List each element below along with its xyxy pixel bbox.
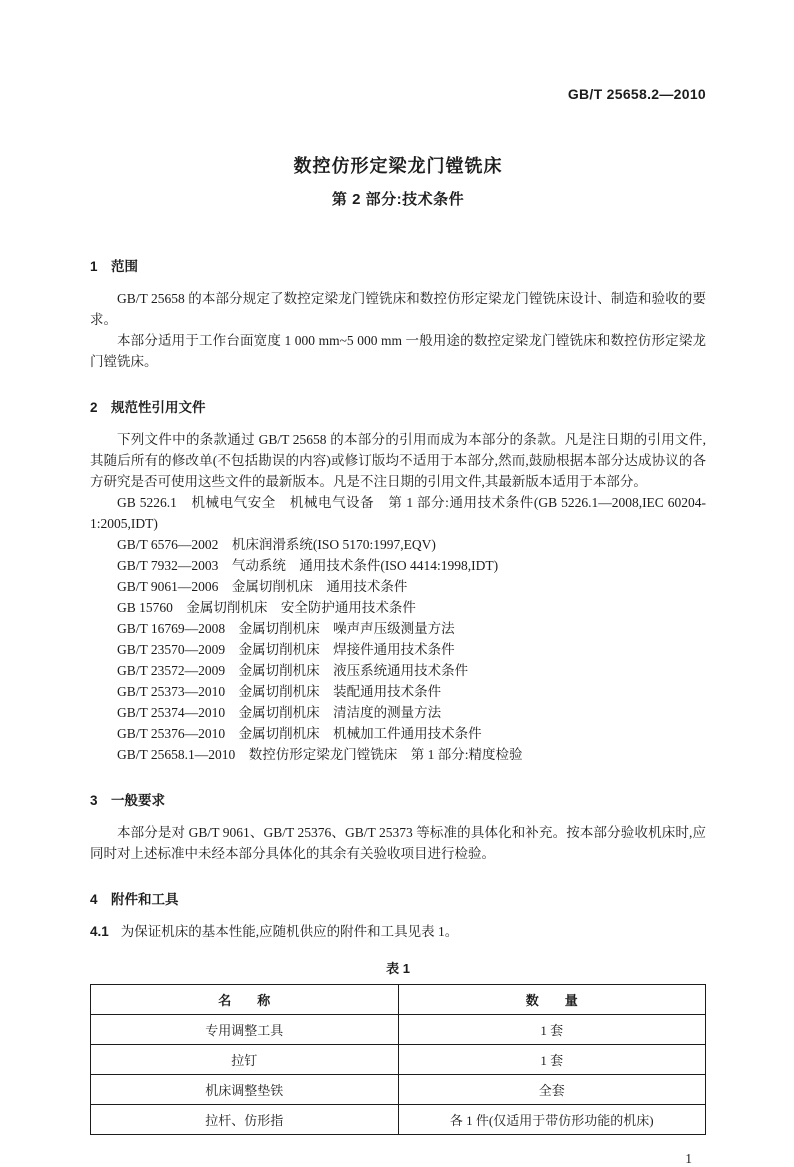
reference-item: GB/T 6576—2002 机床润滑系统(ISO 5170:1997,EQV) bbox=[117, 537, 436, 552]
cell-name: 专用调整工具 bbox=[91, 1015, 399, 1045]
doc-title-line-1: 数控仿形定梁龙门镗铣床 bbox=[293, 156, 503, 176]
accessories-table bbox=[90, 984, 706, 1135]
cell-qty: 1 套 bbox=[398, 1045, 706, 1075]
cell-qty: 各 1 件(仅适用于带仿形功能的机床) bbox=[398, 1105, 706, 1135]
table-1-caption: 表 1 bbox=[386, 961, 410, 976]
table-row bbox=[91, 1105, 706, 1135]
reference-item: GB/T 7932—2003 气动系统 通用技术条件(ISO 4414:1998,IDT) bbox=[117, 558, 499, 573]
reference-item: GB/T 23570—2009 金属切削机床 焊接件通用技术条件 bbox=[117, 642, 455, 657]
table-row bbox=[91, 1045, 706, 1075]
standard-code: GB/T 25658.2—2010 bbox=[567, 86, 706, 102]
reference-item: GB/T 9061—2006 金属切削机床 通用技术条件 bbox=[117, 579, 408, 594]
document-title bbox=[90, 152, 706, 209]
reference-item: GB/T 25374—2010 金属切削机床 清洁度的测量方法 bbox=[117, 705, 442, 720]
cell-qty: 1 套 bbox=[398, 1015, 706, 1045]
clause-4-1-text: 为保证机床的基本性能,应随机供应的附件和工具见表 1。 bbox=[120, 924, 459, 939]
table-header-name: 名 称 bbox=[91, 985, 399, 1015]
clause-4-1 bbox=[90, 921, 706, 942]
section-heading-accessories-tools: 4 附件和工具 bbox=[90, 892, 179, 907]
section-heading-general-requirements: 3 一般要求 bbox=[90, 793, 166, 808]
paragraph-scope-2: 本部分适用于工作台面宽度 1 000 mm~5 000 mm 一般用途的数控定梁龙门镗铣床和数控仿形定梁龙门镗铣床。 bbox=[90, 333, 706, 369]
reference-item: GB/T 25658.1—2010 数控仿形定梁龙门镗铣床 第 1 部分:精度检验 bbox=[117, 747, 523, 762]
page-number: 1 bbox=[685, 1151, 692, 1166]
clause-4-1-number: 4.1 bbox=[90, 924, 109, 939]
paragraph-references-intro: 下列文件中的条款通过 GB/T 25658 的本部分的引用而成为本部分的条款。凡是注日期的引用文件,其随后所有的修改单(不包括勘误的内容)或修订版均不适用于本部分,然而,鼓励根据本部分达成协议的各方研究是否可使用这些文件的最新版本。凡是不注日期的引用文件,其最新版本适用于本部分。 bbox=[90, 432, 706, 489]
doc-title-line-2: 第 2 部分:技术条件 bbox=[331, 191, 465, 208]
cell-name: 拉钉 bbox=[91, 1045, 399, 1075]
reference-item: GB 5226.1 机械电气安全 机械电气设备 第 1 部分:通用技术条件(GB 5226.1—2008,IEC 60204-1:2005,IDT) bbox=[90, 495, 706, 531]
reference-item: GB/T 23572—2009 金属切削机床 液压系统通用技术条件 bbox=[117, 663, 469, 678]
section-heading-scope: 1 范围 bbox=[90, 259, 139, 274]
reference-item: GB/T 16769—2008 金属切削机床 噪声声压级测量方法 bbox=[117, 621, 455, 636]
table-row bbox=[91, 1015, 706, 1045]
cell-name: 机床调整垫铁 bbox=[91, 1075, 399, 1105]
section-heading-normative-references: 2 规范性引用文件 bbox=[90, 400, 206, 415]
table-header-qty: 数 量 bbox=[398, 985, 706, 1015]
paragraph-general-requirements: 本部分是对 GB/T 9061、GB/T 25376、GB/T 25373 等标准的具体化和补充。按本部分验收机床时,应同时对上述标准中未经本部分具体化的其余有关验收项目进行检验。 bbox=[90, 825, 706, 861]
table-header-row bbox=[91, 985, 706, 1015]
table-row bbox=[91, 1075, 706, 1105]
reference-item: GB/T 25376—2010 金属切削机床 机械加工件通用技术条件 bbox=[117, 726, 482, 741]
reference-item: GB 15760 金属切削机床 安全防护通用技术条件 bbox=[117, 600, 416, 615]
cell-name: 拉杆、仿形指 bbox=[91, 1105, 399, 1135]
cell-qty: 全套 bbox=[398, 1075, 706, 1105]
reference-item: GB/T 25373—2010 金属切削机床 装配通用技术条件 bbox=[117, 684, 442, 699]
paragraph-scope-1: GB/T 25658 的本部分规定了数控定梁龙门镗铣床和数控仿形定梁龙门镗铣床设计、制造和验收的要求。 bbox=[90, 291, 706, 327]
